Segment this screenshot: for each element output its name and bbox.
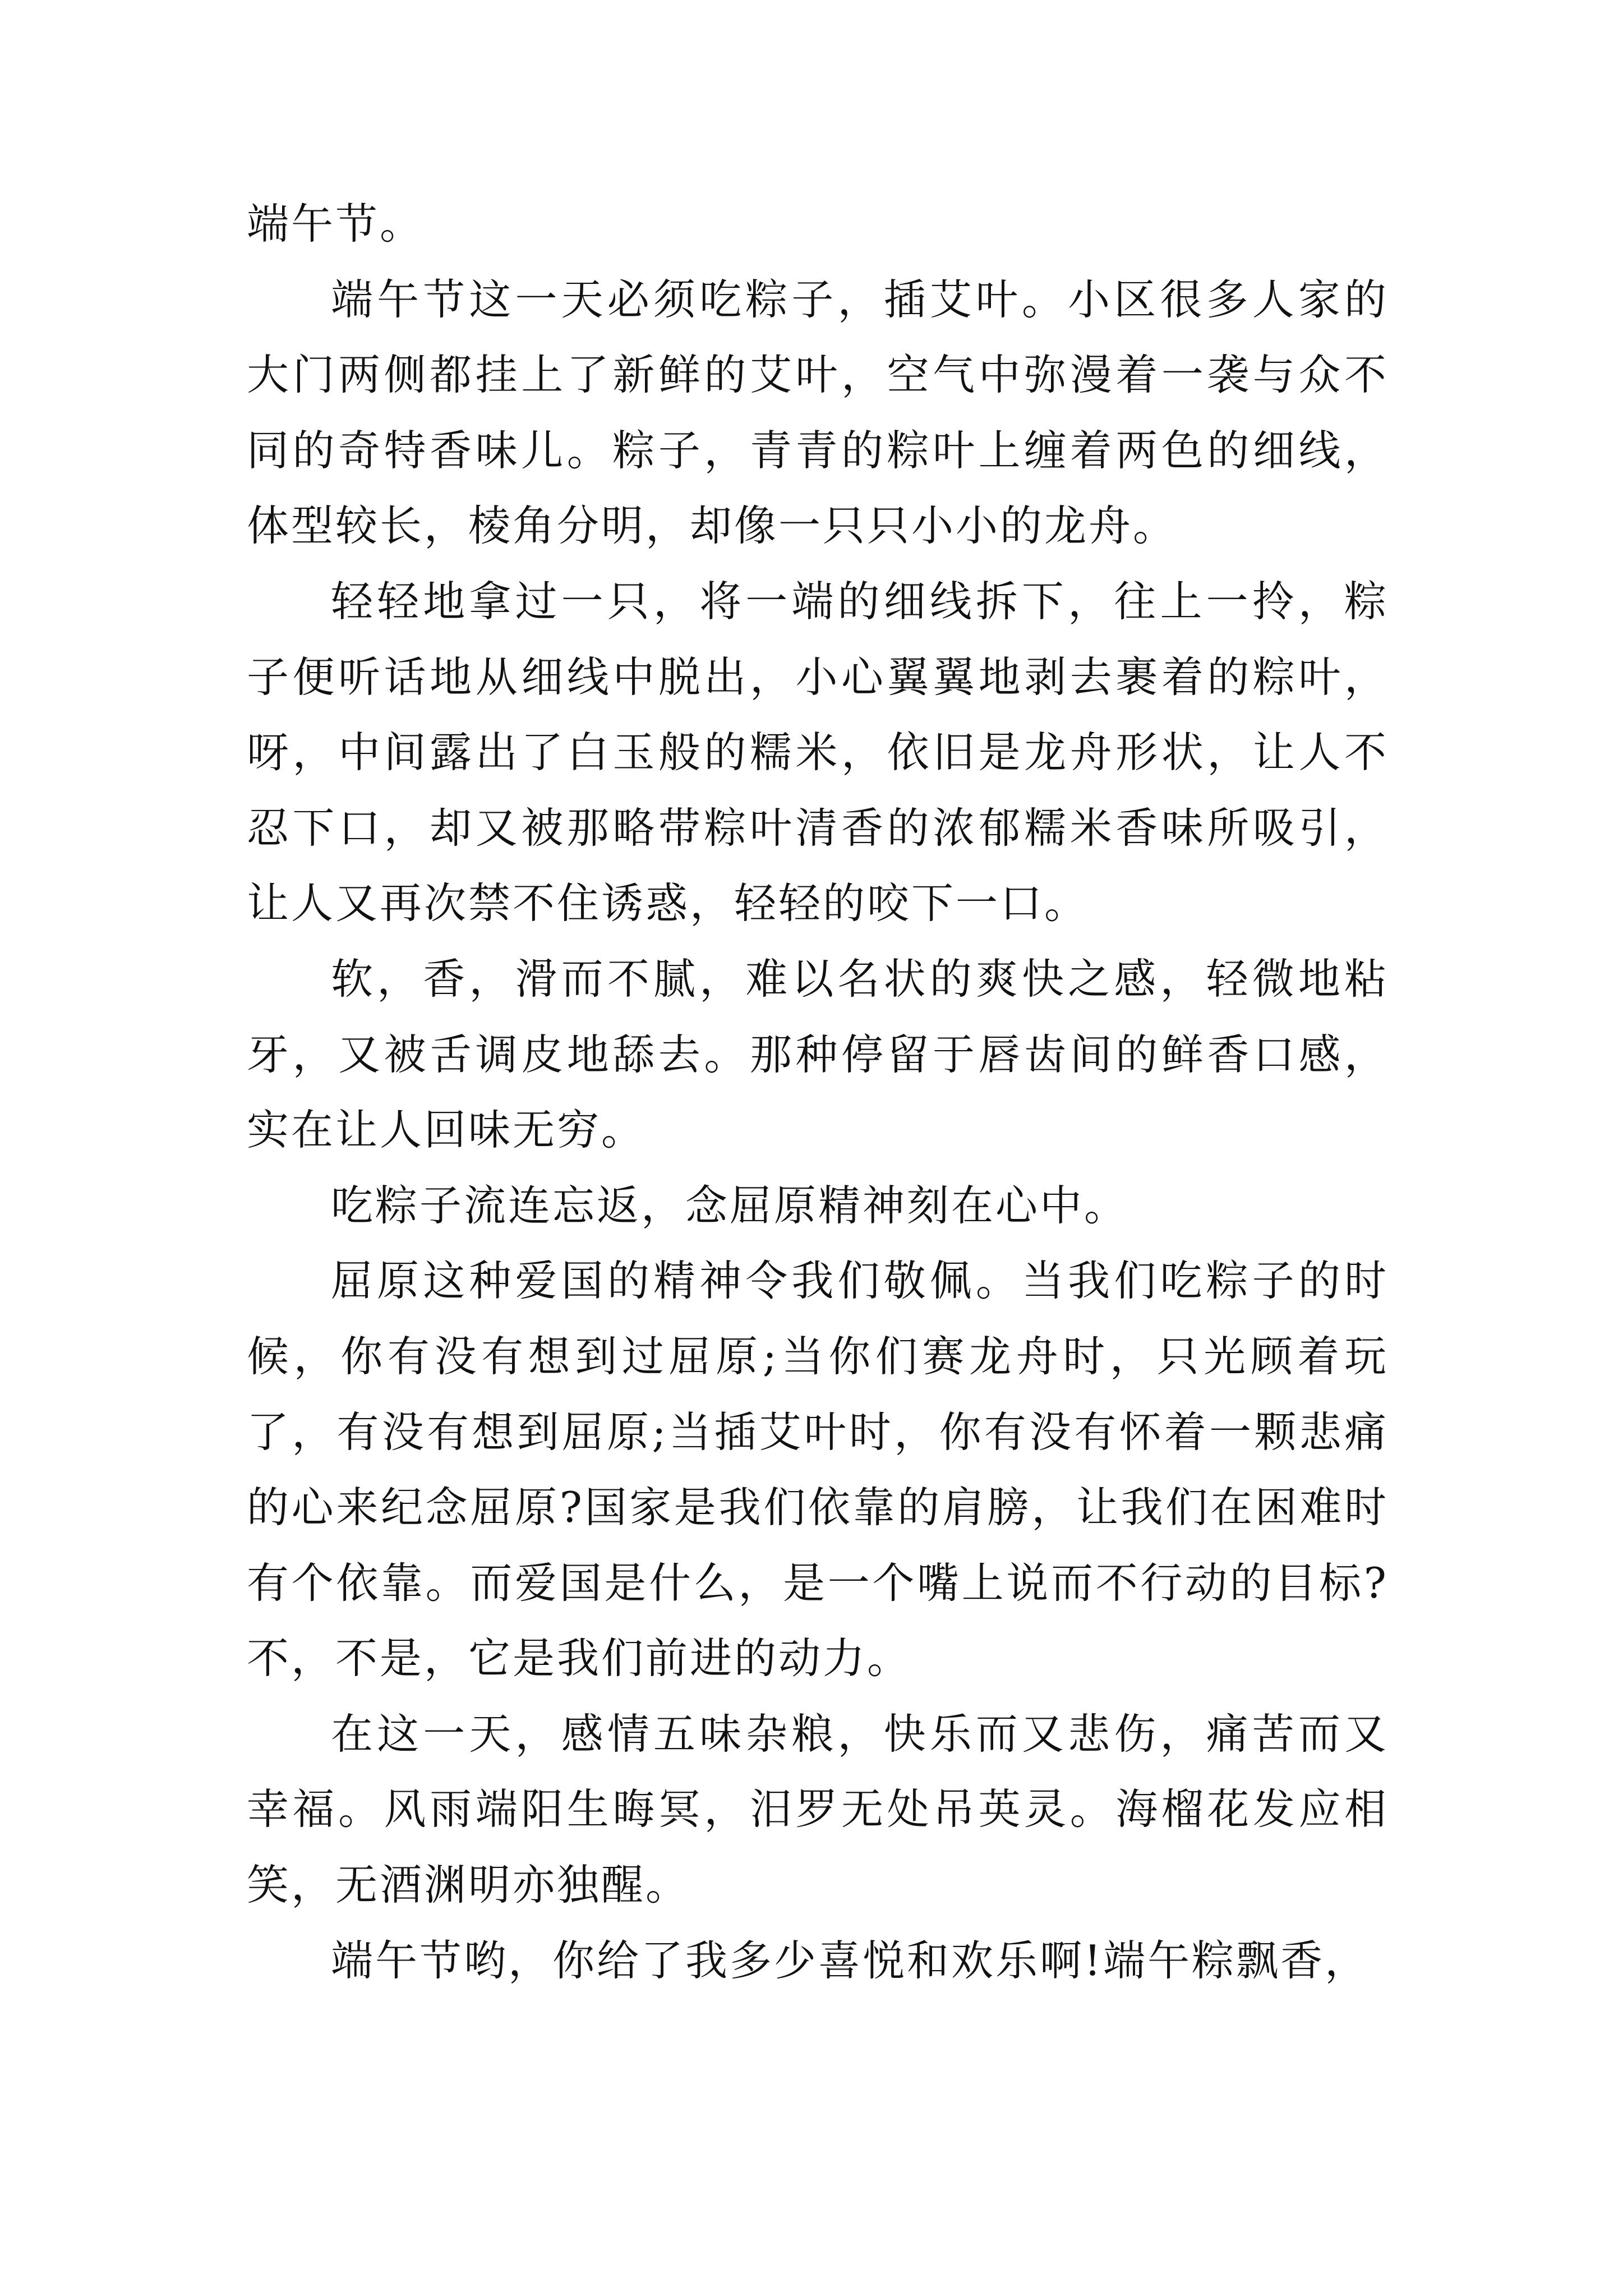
paragraph: 端午节这一天必须吃粽子，插艾叶。小区很多人家的大门两侧都挂上了新鲜的艾叶，空气中弥漫着一袭与众不同的奇特香味儿。粽子，青青的粽叶上缠着两色的细线，体型较长，棱角分明，却像一只只小小的龙舟。 [247, 274, 1389, 551]
body-text [247, 186, 1389, 1998]
paragraph: 软，香，滑而不腻，难以名状的爽快之感，轻微地粘牙，又被舌调皮地舔去。那种停留于唇齿间的鲜香口感，实在让人回味无穷。 [247, 954, 1389, 1155]
paragraph: 端午节哟，你给了我多少喜悦和欢乐啊!端午粽飘香， [331, 1935, 1370, 1985]
paragraph-continuation: 端午节。 [247, 199, 425, 249]
paragraph: 在这一天，感情五味杂粮，快乐而又悲伤，痛苦而又幸福。风雨端阳生晦冥，汨罗无处吊英灵。海榴花发应相笑，无酒渊明亦独醒。 [247, 1709, 1389, 1910]
paragraph: 屈原这种爱国的精神令我们敬佩。当我们吃粽子的时候，你有没有想到过屈原;当你们赛龙舟时，只光顾着玩了，有没有想到屈原;当插艾叶时，你有没有怀着一颗悲痛的心来纪念屈原?国家是我们依靠的肩膀，让我们在困难时有个依靠。而爱国是什么，是一个嘴上说而不行动的目标?不，不是，它是我们前进的动力。 [247, 1256, 1389, 1683]
paragraph: 轻轻地拿过一只，将一端的细线拆下，往上一拎，粽子便听话地从细线中脱出，小心翼翼地剥去裹着的粽叶，呀，中间露出了白玉般的糯米，依旧是龙舟形状，让人不忍下口，却又被那略带粽叶清香的浓郁糯米香味所吸引，让人又再次禁不住诱惑，轻轻的咬下一口。 [247, 576, 1389, 928]
paragraph: 吃粽子流连忘返，念屈原精神刻在心中。 [331, 1180, 1129, 1230]
